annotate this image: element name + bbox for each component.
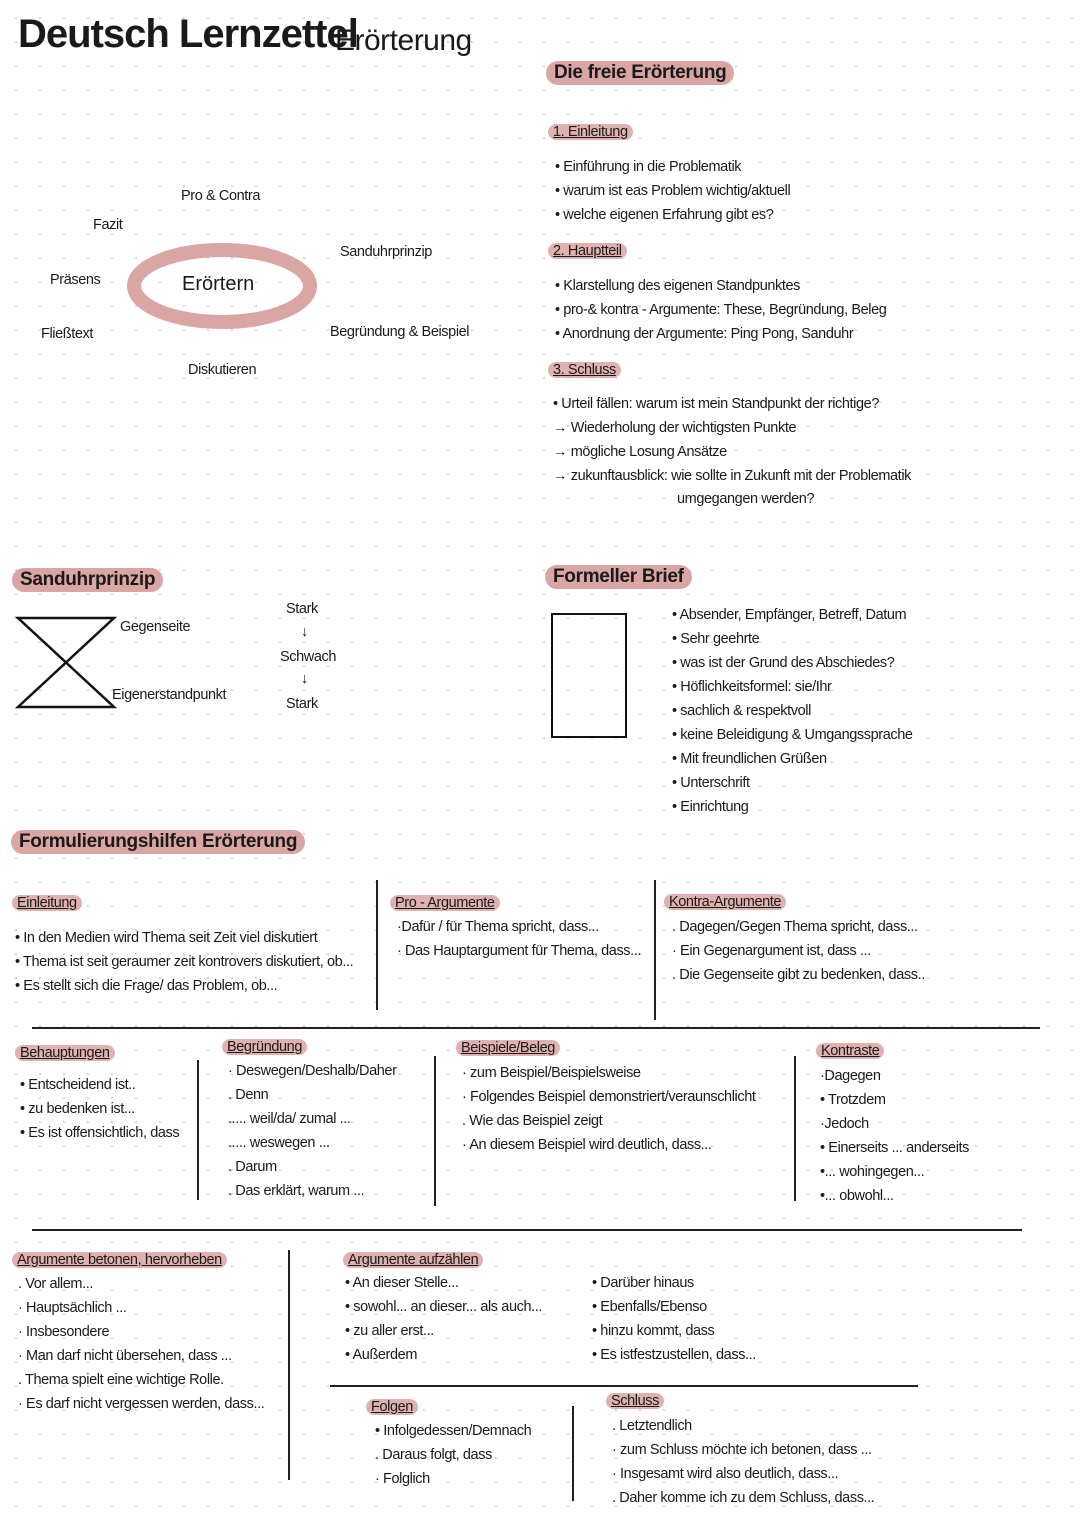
list-item: . Vor allem...: [18, 1276, 93, 1292]
list-item: . Wie das Beispiel zeigt: [462, 1113, 603, 1129]
list-item: • Thema ist seit geraumer zeit kontrovers diskutiert, ob...: [15, 954, 354, 970]
list-item: • An dieser Stelle...: [345, 1275, 459, 1291]
kontra-label: Kontra-Argumente: [664, 894, 786, 910]
list-item: . Thema spielt eine wichtige Rolle.: [18, 1372, 224, 1388]
list-item: •... wohingegen...: [820, 1164, 925, 1180]
list-item: • Einrichtung: [672, 799, 749, 815]
divider: [32, 1229, 1022, 1231]
list-item: • Einerseits ... anderseits: [820, 1140, 970, 1156]
list-item: · Insbesondere: [18, 1324, 110, 1340]
list-item: • zu bedenken ist...: [20, 1101, 135, 1117]
list-item: • Außerdem: [345, 1347, 417, 1363]
schluss-label: Schluss: [606, 1393, 664, 1409]
list-item: · Das Hauptargument für Thema, dass...: [397, 943, 642, 959]
strength-stark-top: Stark: [286, 601, 318, 617]
list-item: · Es darf nicht vergessen werden, dass...: [18, 1396, 265, 1412]
einleitung-label: Einleitung: [12, 895, 82, 911]
list-item: → Wiederholung der wichtigsten Punkte: [553, 420, 797, 436]
list-item: . Daher komme ich zu dem Schluss, dass...: [612, 1490, 875, 1506]
list-item: . Die Gegenseite gibt zu bedenken, dass..: [672, 967, 925, 983]
list-item: ..... weil/da/ zumal ...: [228, 1111, 351, 1127]
list-item: • Absender, Empfänger, Betreff, Datum: [672, 607, 907, 623]
list-item: • welche eigenen Erfahrung gibt es?: [555, 207, 774, 223]
freie-eroerterung-heading: Die freie Erörterung: [546, 61, 734, 85]
list-item: • Sehr geehrte: [672, 631, 760, 647]
divider: [654, 880, 656, 1020]
list-item: . Darum: [228, 1159, 277, 1175]
list-item: • Infolgedessen/Demnach: [375, 1423, 532, 1439]
divider: [330, 1385, 918, 1387]
divider: [434, 1056, 436, 1206]
list-item: • Es istfestzustellen, dass...: [592, 1347, 756, 1363]
divider: [197, 1060, 199, 1200]
strength-stark-bottom: Stark: [286, 696, 318, 712]
list-item: ..... weswegen ...: [228, 1135, 330, 1151]
betonen-label: Argumente betonen, hervorheben: [12, 1252, 227, 1268]
arrow-down-icon: ↓: [301, 671, 308, 687]
list-item: • Klarstellung des eigenen Standpunktes: [555, 278, 801, 294]
mindmap-sanduhr: Sanduhrprinzip: [340, 244, 432, 260]
letter-rectangle: [551, 613, 627, 738]
hauptteil-heading: 2. Hauptteil: [548, 243, 627, 259]
hourglass-eigenstandpunkt: Eigenerstandpunkt: [112, 687, 227, 703]
list-item: • Es stellt sich die Frage/ das Problem, ob...: [15, 978, 278, 994]
page-subtitle: Erörterung: [335, 24, 472, 57]
mindmap-praesens: Präsens: [50, 272, 101, 288]
list-item: . Daraus folgt, dass: [375, 1447, 492, 1463]
list-item: → zukunftausblick: wie sollte in Zukunft mit der Problematik: [553, 468, 911, 484]
schluss-heading: 3. Schluss: [548, 362, 621, 378]
list-item: • Entscheidend ist..: [20, 1077, 136, 1093]
list-item: • Mit freundlichen Grüßen: [672, 751, 827, 767]
list-item: • Trotzdem: [820, 1092, 886, 1108]
mindmap-fliesstext: Fließtext: [41, 326, 93, 342]
strength-schwach: Schwach: [280, 649, 337, 665]
list-item: · zum Beispiel/Beispielsweise: [462, 1065, 641, 1081]
list-item: • was ist der Grund des Abschiedes?: [672, 655, 895, 671]
brief-heading: Formeller Brief: [545, 565, 692, 589]
folgen-label: Folgen: [366, 1399, 418, 1415]
list-item: • Anordnung der Argumente: Ping Pong, Sanduhr: [555, 326, 854, 342]
list-item: • Es ist offensichtlich, dass: [20, 1125, 180, 1141]
hourglass-gegenseite: Gegenseite: [120, 619, 191, 635]
hourglass-icon: [14, 614, 118, 712]
page-title: Deutsch Lernzettel: [18, 12, 358, 56]
begruendung-label: Begründung: [222, 1039, 307, 1055]
list-item: • hinzu kommt, dass: [592, 1323, 715, 1339]
list-item: ·Dagegen: [820, 1068, 881, 1084]
divider: [376, 880, 378, 1010]
behauptungen-label: Behauptungen: [15, 1045, 115, 1061]
mindmap-begruendung: Begründung & Beispiel: [330, 324, 470, 340]
list-item: • Einführung in die Problematik: [555, 159, 742, 175]
list-item: • Urteil fällen: warum ist mein Standpunkt der richtige?: [553, 396, 879, 412]
list-item: • zu aller erst...: [345, 1323, 434, 1339]
list-item: •... obwohl...: [820, 1188, 894, 1204]
einleitung-heading: 1. Einleitung: [548, 124, 633, 140]
mindmap-diskutieren: Diskutieren: [188, 362, 257, 378]
list-item: ·Dafür / für Thema spricht, dass...: [397, 919, 599, 935]
list-item: · Hauptsächlich ...: [18, 1300, 127, 1316]
beispiele-label: Beispiele/Beleg: [456, 1040, 560, 1056]
list-item: . Letztendlich: [612, 1418, 692, 1434]
list-item: . Dagegen/Gegen Thema spricht, dass...: [672, 919, 918, 935]
mindmap-pro-contra: Pro & Contra: [181, 188, 261, 204]
list-item: → mögliche Losung Ansätze: [553, 444, 727, 460]
sanduhr-heading: Sanduhrprinzip: [12, 568, 163, 592]
aufzaehlen-label: Argumente aufzählen: [343, 1252, 483, 1268]
arrow-down-icon: ↓: [301, 624, 308, 640]
list-item: • Höflichkeitsformel: sie/Ihr: [672, 679, 832, 695]
list-item: · An diesem Beispiel wird deutlich, dass...: [462, 1137, 712, 1153]
list-item: · Man darf nicht übersehen, dass ...: [18, 1348, 232, 1364]
list-item: · Insgesamt wird also deutlich, dass...: [612, 1466, 839, 1482]
list-item: • Ebenfalls/Ebenso: [592, 1299, 707, 1315]
mindmap-fazit: Fazit: [93, 217, 123, 233]
list-item: • sowohl... an dieser... als auch...: [345, 1299, 543, 1315]
kontraste-label: Kontraste: [816, 1043, 884, 1059]
list-item: · Folgendes Beispiel demonstriert/veraunschlicht: [462, 1089, 756, 1105]
list-item: · Folglich: [375, 1471, 430, 1487]
list-item: • Darüber hinaus: [592, 1275, 694, 1291]
list-item: • sachlich & respektvoll: [672, 703, 811, 719]
list-item: • keine Beleidigung & Umgangssprache: [672, 727, 913, 743]
divider: [32, 1027, 1040, 1029]
divider: [572, 1406, 574, 1501]
mindmap-center: Erörtern: [182, 273, 255, 295]
formulierung-heading: Formulierungshilfen Erörterung: [11, 830, 305, 854]
pro-label: Pro - Argumente: [390, 895, 500, 911]
list-item: · Deswegen/Deshalb/Daher: [228, 1063, 397, 1079]
list-item: • Unterschrift: [672, 775, 750, 791]
divider: [288, 1250, 290, 1480]
list-item: • pro-& kontra - Argumente: These, Begründung, Beleg: [555, 302, 887, 318]
list-item: • warum ist eas Problem wichtig/aktuell: [555, 183, 791, 199]
list-item: · Ein Gegenargument ist, dass ...: [672, 943, 871, 959]
schluss-continuation: umgegangen werden?: [677, 491, 815, 507]
divider: [794, 1056, 796, 1201]
list-item: ·Jedoch: [820, 1116, 869, 1132]
list-item: . Das erklärt, warum ...: [228, 1183, 365, 1199]
list-item: · zum Schluss möchte ich betonen, dass ...: [612, 1442, 872, 1458]
list-item: • In den Medien wird Thema seit Zeit viel diskutiert: [15, 930, 318, 946]
list-item: . Denn: [228, 1087, 269, 1103]
